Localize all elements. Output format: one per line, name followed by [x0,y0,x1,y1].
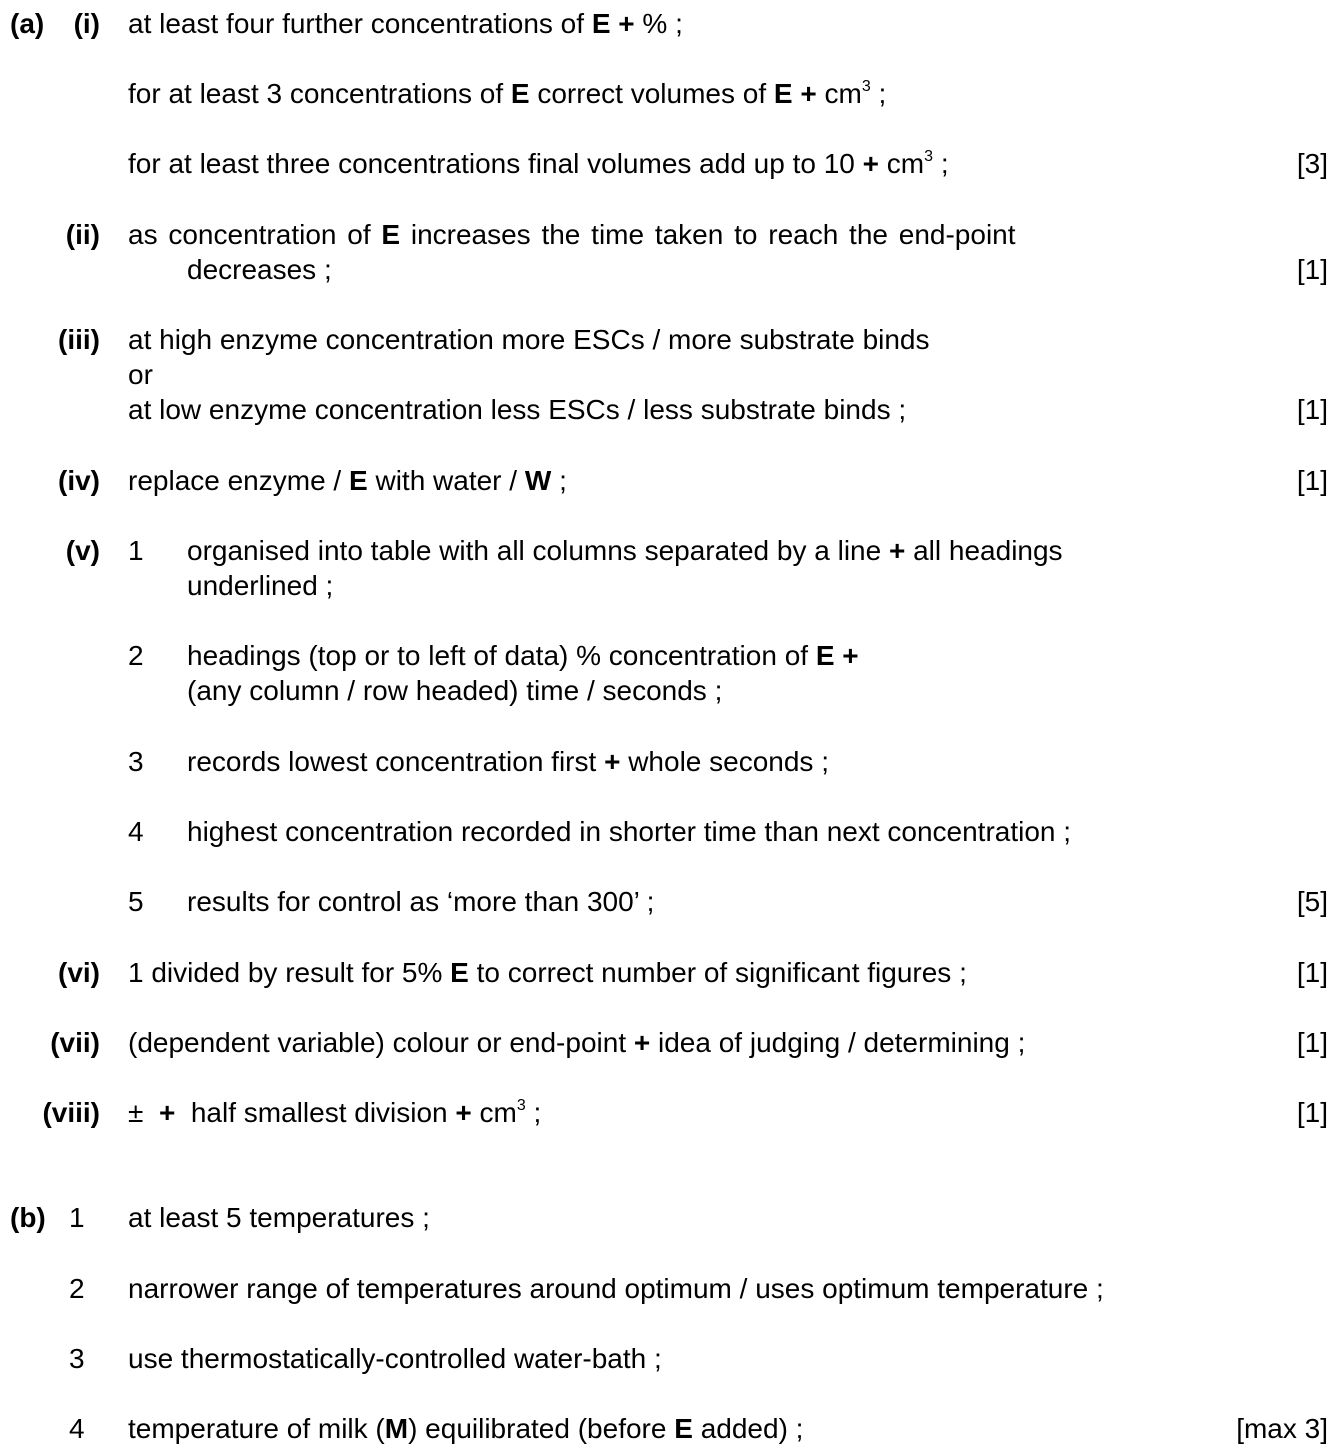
mark-a-vi: [1] [1296,957,1328,988]
a-iii-line-3: at low enzyme concentration less ESCs / less substrate binds ; [128,394,907,425]
v-point-3-line-1: records lowest concentration first + whole seconds ; [187,746,829,777]
mark-a-viii: [1] [1296,1097,1328,1128]
a-i-line-1: at least four further concentrations of E + % ; [128,8,683,39]
v-point-number: 4 [128,816,144,847]
numeral-a-vii: (vii) [50,1027,100,1058]
a-i-line-2: for at least 3 concentrations of E correct volumes of $E + cm^3$ ; [128,78,887,109]
a-iii-line-2: or [128,359,153,390]
a-vi-line-1: 1 divided by result for 5% E to correct number of significant figures ; [128,957,967,988]
b-point-2: narrower range of temperatures around optimum / uses optimum temperature ; [128,1273,1104,1304]
a-viii-line-1: ± + half smallest division + $cm^3$ ; [128,1097,542,1128]
mark-a-iii: [1] [1296,394,1328,425]
part-b-label: (b) [10,1202,46,1233]
v-point-number: 2 [128,640,144,671]
numeral-a-iv: (iv) [58,465,100,496]
v-point-number: 1 [128,535,144,566]
a-vii-line-1: (dependent variable) colour or end-point + idea of judging / determining ; [128,1027,1026,1058]
b-point-3: use thermostatically-controlled water-bath ; [128,1343,662,1374]
b-point-number: 4 [69,1413,85,1444]
a-ii-line-2: decreases ; [187,254,332,285]
part-a-label: (a) [10,8,45,39]
v-point-2-line-2: (any column / row headed) time / seconds ; [187,675,723,706]
numeral-a-viii: (viii) [42,1097,100,1128]
a-i-line-3: for at least three concentrations final volumes add up to $10 + cm^3$ ; [128,148,949,179]
mark-a-i: [3] [1296,148,1328,179]
v-point-number: 3 [128,746,144,777]
a-iv-line-1: replace enzyme / E with water / W ; [128,465,567,496]
a-ii-line-1: as concentration of E increases the time taken to reach the end-point [128,219,1016,250]
mark-a-iv: [1] [1296,465,1328,496]
b-point-number: 3 [69,1343,85,1374]
v-point-4-line-1: highest concentration recorded in shorter time than next concentration ; [187,816,1072,847]
v-point-1-line-1: organised into table with all columns separated by a line + all headings [187,535,1063,566]
numeral-a-i: (i) [73,8,100,39]
v-point-5-line-1: results for control as ‘more than 300’ ; [187,886,655,917]
b-point-number: 1 [69,1202,85,1233]
b-point-4: temperature of milk (M) equilibrated (before E added) ; [128,1413,804,1444]
mark-a-vii: [1] [1296,1027,1328,1058]
v-point-2-line-1: headings (top or to left of data) % concentration of E + [187,640,859,671]
b-point-1: at least 5 temperatures ; [128,1202,430,1233]
numeral-a-ii: (ii) [65,219,100,250]
numeral-a-v: (v) [65,535,100,566]
mark-b: [max 3] [1236,1413,1328,1444]
b-point-number: 2 [69,1273,85,1304]
v-point-number: 5 [128,886,144,917]
a-iii-line-1: at high enzyme concentration more ESCs / more substrate binds [128,324,930,355]
v-point-1-line-2: underlined ; [187,570,334,601]
mark-a-v: [5] [1296,886,1328,917]
numeral-a-iii: (iii) [58,324,100,355]
numeral-a-vi: (vi) [58,957,100,988]
mark-a-ii: [1] [1296,254,1328,285]
